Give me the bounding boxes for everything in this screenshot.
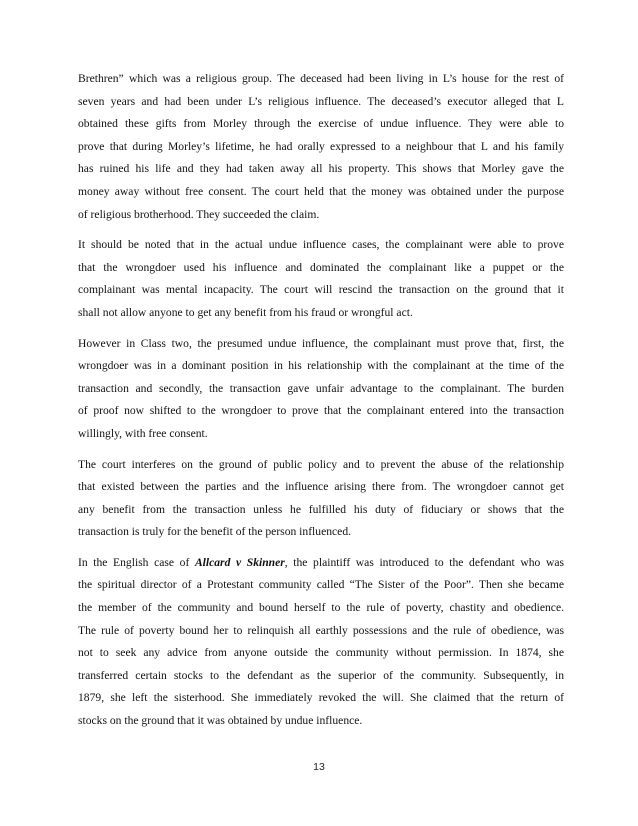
paragraph-line: The rule of poverty bound her to relinquish all earthly possessions and the rule of obedience, was <box>78 623 564 637</box>
line-text: In the English case of <box>78 555 195 569</box>
paragraph-line: of proof now shifted to the wrongdoer to prove that the complainant entered into the transaction <box>78 404 564 418</box>
paragraph-line: However in Class two, the presumed undue influence, the complainant must prove that, first, the <box>78 336 564 350</box>
paragraph-line: shall not allow anyone to get any benefit from his fraud or wrongful act. <box>78 305 413 319</box>
paragraph <box>78 234 564 324</box>
paragraph-line: wrongdoer was in a dominant position in his relationship with the complainant at the time of the <box>78 359 564 373</box>
paragraph-line: obtained these gifts from Morley through the exercise of undue influence. They were able to <box>78 117 564 131</box>
paragraph <box>78 454 564 544</box>
paragraph-line <box>78 552 564 575</box>
paragraph-line: any benefit from the transaction unless he fulfilled his duty of fiduciary or shows that the <box>78 502 564 516</box>
document-body <box>78 68 564 741</box>
paragraph-line: has ruined his life and they had taken away all his property. This shows that Morley gave the <box>78 162 564 176</box>
paragraph-line: transferred certain stocks to the defendant as the superior of the community. Subsequently, in <box>78 668 564 682</box>
paragraph-line: stocks on the ground that it was obtained by undue influence. <box>78 714 363 728</box>
paragraph-line: not to seek any advice from anyone outside the community without permission. In 1874, she <box>78 646 564 660</box>
page-number: 13 <box>313 761 325 773</box>
paragraph-line: The court interferes on the ground of public policy and to prevent the abuse of the relationship <box>78 457 564 471</box>
paragraph-line: prove that during Morley’s lifetime, he had orally expressed to a neighbour that L and his family <box>78 139 564 153</box>
paragraph <box>78 333 564 446</box>
paragraph-line: that the wrongdoer used his influence and dominated the complainant like a puppet or the <box>78 260 564 274</box>
paragraph-line: the spiritual director of a Protestant community called “The Sister of the Poor”. Then she became <box>78 578 564 592</box>
paragraph <box>78 552 564 733</box>
paragraph-line: 1879, she left the sisterhood. She immediately revoked the will. She claimed that the return of <box>78 691 564 705</box>
paragraph <box>78 68 564 226</box>
paragraph-line: of religious brotherhood. They succeeded the claim. <box>78 207 320 221</box>
paragraph-line: that existed between the parties and the influence arising there from. The wrongdoer cannot get <box>78 480 564 494</box>
line-text: , the plaintiff was introduced to the defendant who was <box>284 555 564 569</box>
paragraph-line: money away without free consent. The court held that the money was obtained under the purpose <box>78 184 564 198</box>
paragraph-line: seven years and had been under L’s religious influence. The deceased’s executor alleged that L <box>78 94 564 108</box>
paragraph-line: It should be noted that in the actual undue influence cases, the complainant were able to prove <box>78 238 564 252</box>
paragraph-line: the member of the community and bound herself to the rule of poverty, chastity and obedience. <box>78 601 564 615</box>
paragraph-line: complainant was mental incapacity. The court will rescind the transaction on the ground that it <box>78 283 564 297</box>
paragraph-line: Brethren” which was a religious group. The deceased had been living in L’s house for the rest of <box>78 72 564 85</box>
case-name: Allcard v Skinner <box>194 555 285 569</box>
paragraph-line: willingly, with free consent. <box>78 426 208 440</box>
paragraph-line: transaction is truly for the benefit of the person influenced. <box>78 525 352 539</box>
paragraph-line: transaction and secondly, the transaction gave unfair advantage to the complainant. The burden <box>78 381 564 395</box>
